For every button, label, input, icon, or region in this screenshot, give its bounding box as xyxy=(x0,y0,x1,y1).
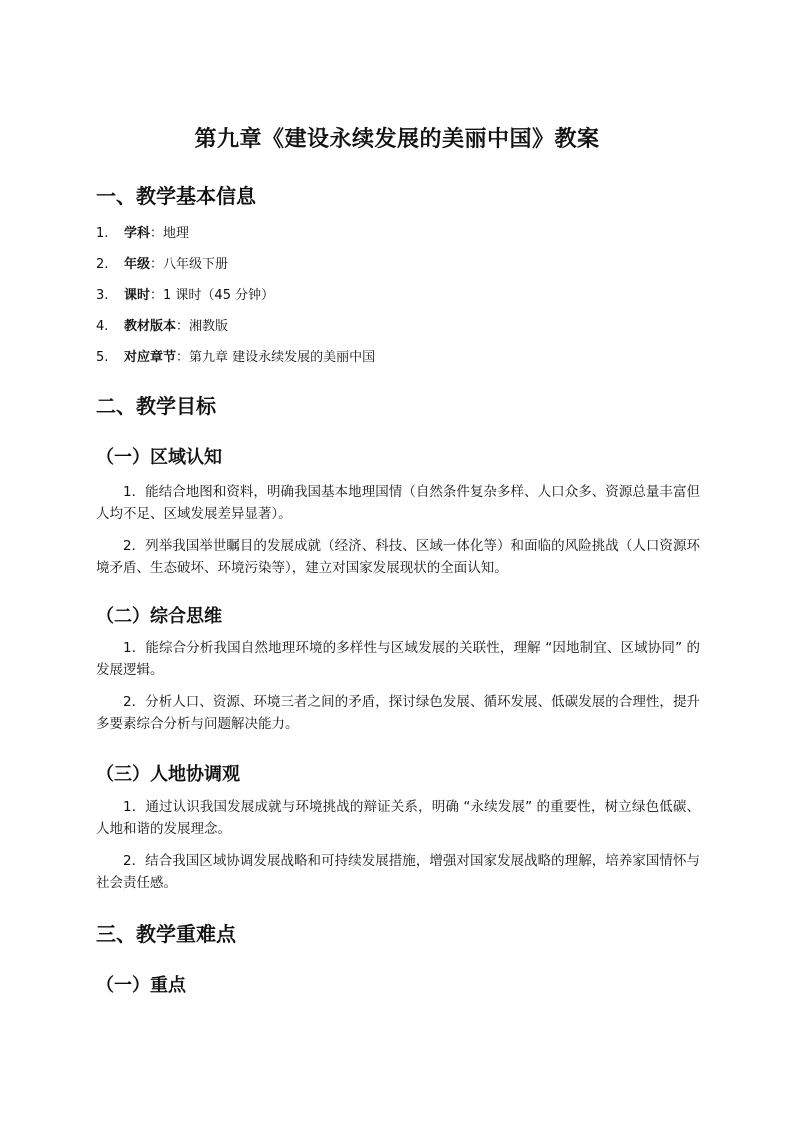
section-heading-key-points: 三、教学重难点 xyxy=(96,922,236,946)
list-separator: ： xyxy=(150,288,164,303)
paragraph: 2．列举我国举世瞩目的发展成就（经济、科技、区域一体化等）和面临的风险挑战（人口资源环境矛盾、生态破坏、环境污染等），建立对国家发展现状的全面认知。 xyxy=(96,538,700,576)
list-label: 课时 xyxy=(124,288,151,303)
paragraph: 1．通过认识我国发展成就与环境挑战的辩证关系，明确 “永续发展” 的重要性，树立绿色低碳、人地和谐的发展理念。 xyxy=(96,799,700,837)
paragraph: 1．能综合分析我国自然地理环境的多样性与区域发展的关联性，理解 “因地制宜、区域协同” 的发展逻辑。 xyxy=(96,640,700,678)
list-number: 3. xyxy=(96,288,109,303)
subsection-heading-region: （一）区域认知 xyxy=(96,447,222,468)
list-label: 教材版本 xyxy=(124,319,177,334)
subsection-heading-harmony: （三）人地协调观 xyxy=(96,764,240,785)
paragraph: 1．能结合地图和资料，明确我国基本地理国情（自然条件复杂多样、人口众多、资源总量丰富但人均不足、区域发展差异显著）。 xyxy=(96,484,700,522)
list-item xyxy=(96,253,228,272)
list-label: 对应章节 xyxy=(124,350,177,365)
list-label: 学科 xyxy=(124,226,151,241)
section-heading-basic-info: 一、教学基本信息 xyxy=(96,184,256,208)
list-value: 湘教版 xyxy=(189,319,229,334)
list-item xyxy=(96,315,228,334)
list-number: 5. xyxy=(96,350,109,365)
list-value: 第九章 建设永续发展的美丽中国 xyxy=(189,350,376,365)
list-separator: ： xyxy=(150,257,164,272)
paragraph: 2．结合我国区域协调发展战略和可持续发展措施，增强对国家发展战略的理解，培养家国情怀与社会责任感。 xyxy=(96,853,700,891)
page-title: 第九章《建设永续发展的美丽中国》教案 xyxy=(194,127,600,152)
list-separator: ： xyxy=(150,226,164,241)
paragraph: 2．分析人口、资源、环境三者之间的矛盾，探讨绿色发展、循环发展、低碳发展的合理性，提升多要素综合分析与问题解决能力。 xyxy=(96,694,700,732)
list-separator: ： xyxy=(176,350,190,365)
list-value: 八年级下册 xyxy=(163,257,229,272)
subsection-heading-synthesis: （二）综合思维 xyxy=(96,606,222,627)
list-number: 1. xyxy=(96,226,109,241)
list-item xyxy=(96,346,375,365)
subsection-heading-focus: （一）重点 xyxy=(96,975,186,996)
list-number: 2. xyxy=(96,257,109,272)
list-number: 4. xyxy=(96,319,109,334)
list-label: 年级 xyxy=(124,257,151,272)
list-item xyxy=(96,284,274,303)
section-heading-objectives: 二、教学目标 xyxy=(96,394,216,418)
list-separator: ： xyxy=(176,319,190,334)
list-value: 1 课时（45 分钟） xyxy=(163,288,275,303)
list-item xyxy=(96,222,189,241)
list-value: 地理 xyxy=(163,226,190,241)
